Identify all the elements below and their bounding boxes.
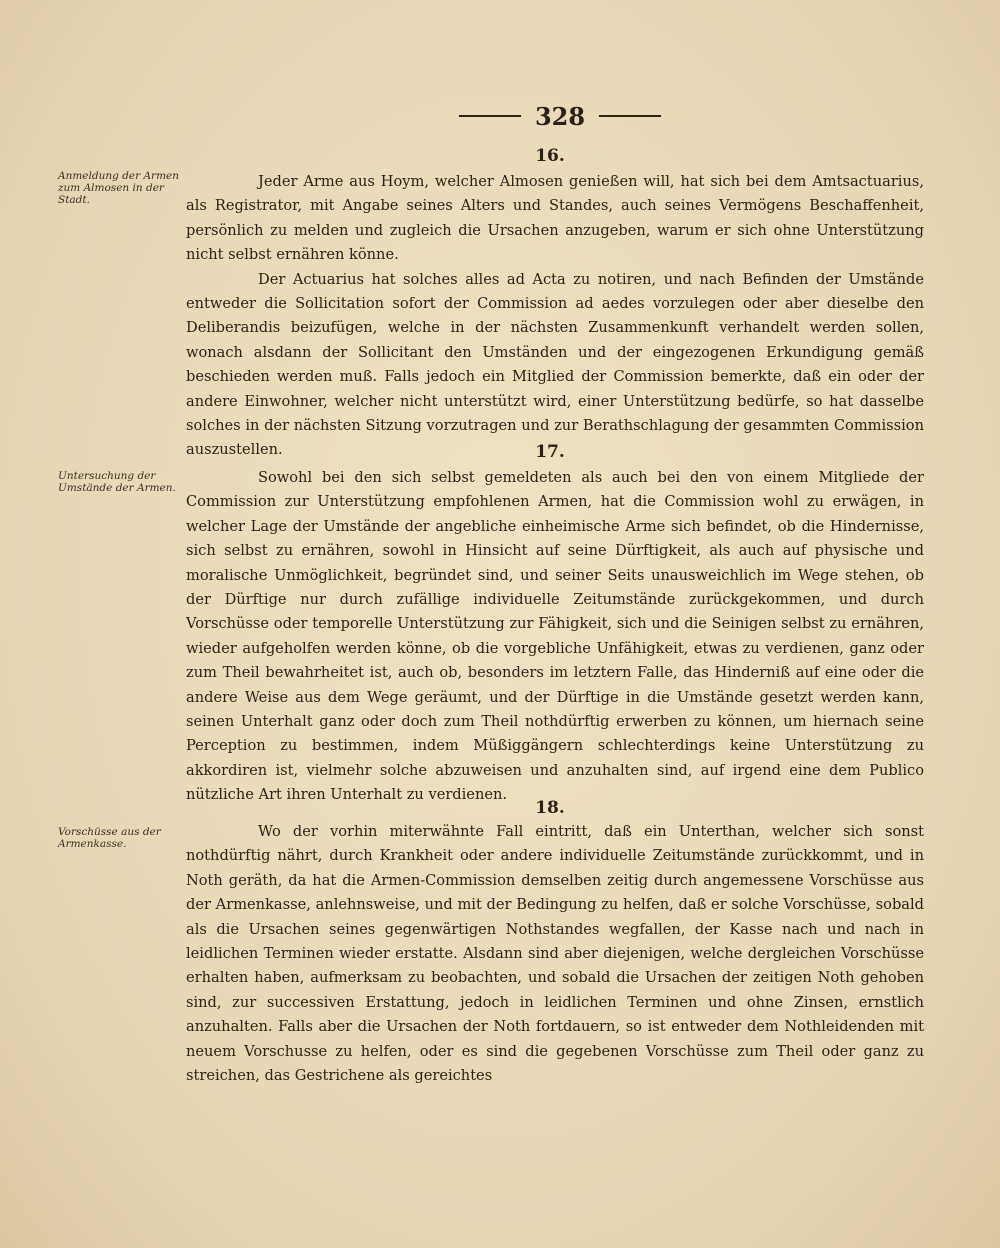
section-17-body bbox=[186, 466, 924, 808]
margin-note-anmeldung: Anmeldung der Armen zum Almosen in der Stadt. bbox=[58, 170, 180, 206]
section-number: 16. bbox=[535, 146, 565, 166]
margin-note-vorschuesse: Vorschüsse aus der Armenkasse. bbox=[58, 826, 161, 850]
paragraph: Der Actuarius hat solches alles ad Acta zu notiren, und nach Befinden der Umstände entweder die Sollicitation sofort der Commission ad aedes vorzulegen oder aber dieselbe den Deliberandis beizufügen, welche in der nächsten Zusammenkunft verhandelt werden sollen, wonach alsdann der Sollicitant den Umständen und der eingezogenen Erkundigung gemäß beschieden werden muß. Falls jedoch ein Mitglied der Commission bemerkte, daß ein oder der andere Einwohner, welcher nicht unterstützt wird, einer Unterstützung bedürfe, so hat dasselbe solches in der nächsten Sitzung vorzutragen und zur Berathschlagung der gesammten Commission auszustellen. bbox=[186, 270, 924, 459]
page-header bbox=[440, 96, 680, 136]
section-number: 17. bbox=[535, 442, 565, 462]
header-rule-left bbox=[459, 115, 521, 117]
section-number: 18. bbox=[535, 798, 565, 818]
section-16-body bbox=[186, 170, 924, 463]
margin-note-untersuchung: Untersuchung der Umstände der Armen. bbox=[58, 470, 176, 494]
section-18-body bbox=[186, 820, 924, 1088]
paragraph: Sowohl bei den sich selbst gemeldeten als auch bei den von einem Mitgliede der Commission zur Unterstützung empfohlenen Armen, hat die Commission wohl zu erwägen, in welcher Lage der Umstände der angebliche einheimische Arme sich befindet, ob die Hindernisse, sich selbst zu ernähren, sowohl in Hinsicht auf seine Dürftigkeit, als auch auf physische und moralische Unmöglichkeit, begründet sind, und seiner Seits unausweichlich im Wege stehen, ob der Dürftige nur durch zufällige individuelle Zeitumstände zurückgekommen, und durch Vorschüsse oder temporelle Unterstützung zur Fähigkeit, sich und die Seinigen selbst zu ernähren, wieder aufgeholfen werden könne, ob die vorgebliche Unfähigkeit, etwas zu verdienen, ganz oder zum Theil bewahrheitet ist, auch ob, besonders im letztern Falle, das Hinderniß auf eine oder die andere Weise aus dem Wege geräumt, und der Dürftige in die Umstände gesetzt werden kann, seinen Unterhalt ganz oder doch zum Theil nothdürftig erwerben zu können, um hiernach seine Perception zu bestimmen, indem Müßiggängern schlechterdings keine Unterstützung zu akkordiren ist, vielmehr solche abzuweisen und anzuhalten sind, auf irgend eine dem Publico nützliche Art ihren Unterhalt zu verdienen. bbox=[186, 469, 924, 804]
page-number: 328 bbox=[534, 101, 586, 131]
paragraph: Jeder Arme aus Hoym, welcher Almosen genießen will, hat sich bei dem Amtsactuarius, als Registrator, mit Angabe seines Alters und Standes, auch seines Vermögens Beschaffenheit, persönlich zu melden und zugleich die Ursachen anzugeben, warum er sich ohne Unterstützung nicht selbst ernähren könne. bbox=[186, 173, 924, 264]
paragraph: Wo der vorhin miterwähnte Fall eintritt, daß ein Unterthan, welcher sich sonst nothdürftig nährt, durch Krankheit oder andere individuelle Zeitumstände zurückkommt, und in Noth geräth, da hat die Armen-Commission demselben zeitig durch angemessene Vorschüsse aus der Armenkasse, anlehnsweise, und mit der Bedingung zu helfen, daß er solche Vorschüsse, sobald als die Ursachen seines gegenwärtigen Nothstandes wegfallen, der Kasse nach und nach in leidlichen Terminen wieder erstatte. Alsdann sind aber diejenigen, welche dergleichen Vorschüsse erhalten haben, aufmerksam zu beobachten, und sobald die Ursachen der zeitigen Noth gehoben sind, zur successiven Erstattung, jedoch in leidlichen Terminen und ohne Zinsen, ernstlich anzuhalten. Falls aber die Ursachen der Noth fortdauern, so ist entweder dem Nothleidenden mit neuem Vorschusse zu helfen, oder es sind die gegebenen Vorschüsse zum Theil oder ganz zu streichen, das Gestrichene als gereichtes bbox=[186, 823, 924, 1085]
header-rule-right bbox=[599, 115, 661, 117]
